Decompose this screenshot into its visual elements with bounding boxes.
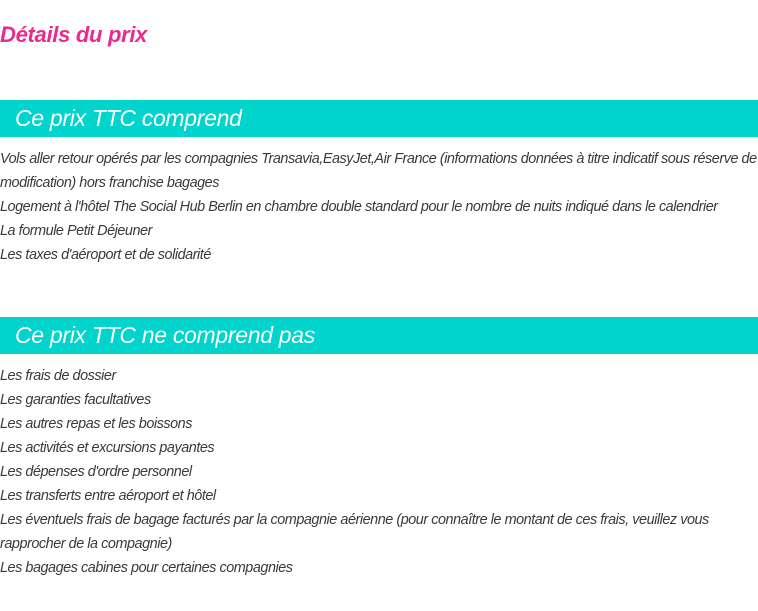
included-item: Logement à l'hôtel The Social Hub Berlin en chambre double standard pour le nombre de nuits indiqué dans le calendrier xyxy=(0,199,718,215)
excluded-item: Les dépenses d'ordre personnel xyxy=(0,464,192,480)
included-section-header: Ce prix TTC comprend xyxy=(0,100,758,137)
page-title: Détails du prix xyxy=(0,22,148,47)
excluded-items-list xyxy=(0,364,758,580)
included-item: Vols aller retour opérés par les compagnies Transavia,EasyJet,Air France (informations données à titre indicatif sous réserve de modification) hors franchise bagages xyxy=(0,151,757,191)
excluded-item: Les transferts entre aéroport et hôtel xyxy=(0,488,216,504)
excluded-item: Les activités et excursions payantes xyxy=(0,440,215,456)
excluded-item: Les garanties facultatives xyxy=(0,392,151,408)
included-items-list xyxy=(0,147,758,267)
excluded-section-header: Ce prix TTC ne comprend pas xyxy=(0,317,758,354)
excluded-item: Les autres repas et les boissons xyxy=(0,416,192,432)
excluded-item: Les éventuels frais de bagage facturés par la compagnie aérienne (pour connaître le montant de ces frais, veuillez vous rapprocher de la compagnie) xyxy=(0,512,709,552)
included-item: Les taxes d'aéroport et de solidarité xyxy=(0,247,211,263)
excluded-item: Les frais de dossier xyxy=(0,368,116,384)
included-item: La formule Petit Déjeuner xyxy=(0,223,152,239)
excluded-item: Les bagages cabines pour certaines compagnies xyxy=(0,560,293,576)
